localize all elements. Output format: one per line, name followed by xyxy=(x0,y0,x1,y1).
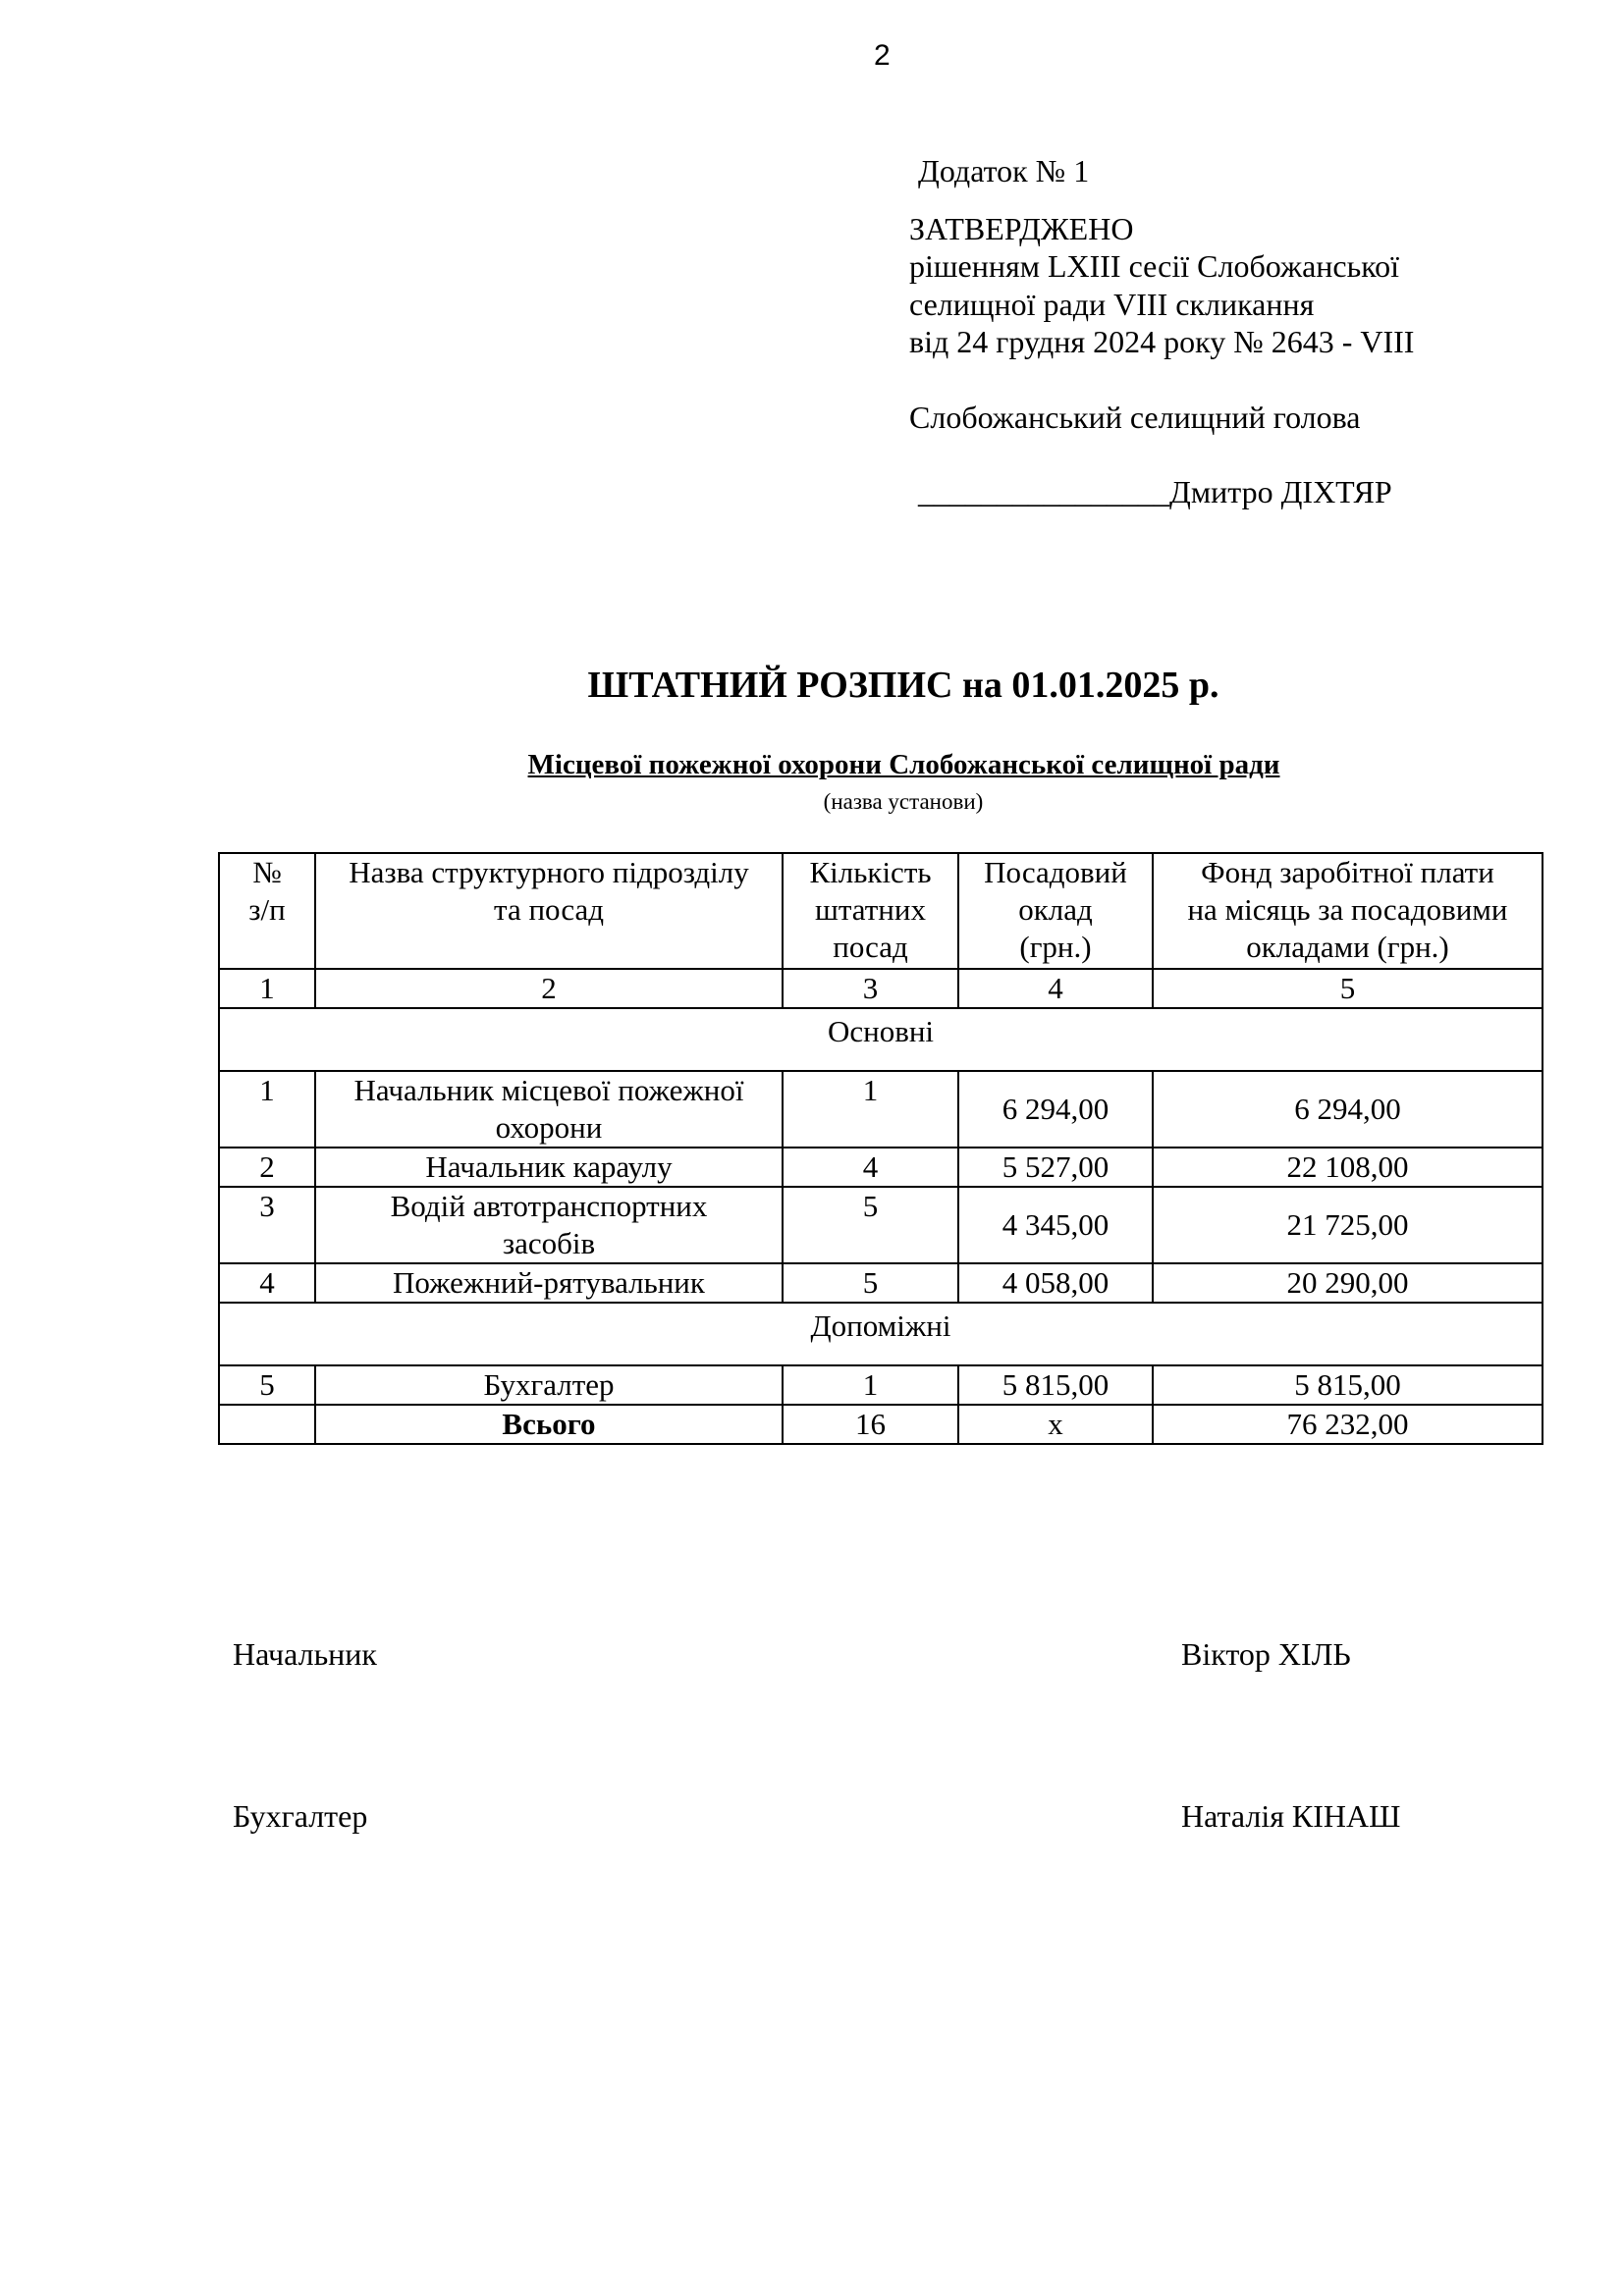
row-fund: 5 815,00 xyxy=(1153,1365,1543,1405)
accountant-title: Бухгалтер xyxy=(233,1798,368,1834)
decision-line-3: від 24 грудня 2024 року № 2643 - VIII xyxy=(909,324,1415,359)
chief-title: Начальник xyxy=(233,1636,377,1672)
row-salary: 5 815,00 xyxy=(958,1365,1153,1405)
row-count: 1 xyxy=(783,1365,958,1405)
column-number-row xyxy=(219,969,1543,1008)
staff-table xyxy=(218,852,1543,1445)
header-salary: Посадовий оклад (грн.) xyxy=(958,853,1153,969)
row-number: 3 xyxy=(219,1187,315,1263)
column-number: 1 xyxy=(219,969,315,1008)
row-position: Водій автотранспортних засобів xyxy=(315,1187,783,1263)
table-row xyxy=(219,1148,1543,1187)
row-count: 5 xyxy=(783,1187,958,1263)
head-title: Слобожанський селищний голова xyxy=(909,399,1361,435)
approved-stamp-text: ЗАТВЕРДЖЕНО xyxy=(909,210,1134,246)
decision-line-2: селищної ради VIII скликання xyxy=(909,286,1315,322)
chief-name: Віктор ХІЛЬ xyxy=(1181,1636,1351,1672)
column-number: 2 xyxy=(315,969,783,1008)
table-row xyxy=(219,1071,1543,1148)
row-number: 5 xyxy=(219,1365,315,1405)
row-position: Начальник караулу xyxy=(315,1148,783,1187)
row-salary: 4 345,00 xyxy=(958,1187,1153,1263)
row-fund: 21 725,00 xyxy=(1153,1187,1543,1263)
total-salary: х xyxy=(958,1405,1153,1444)
section-row-aux xyxy=(219,1303,1543,1365)
section-label-main: Основні xyxy=(219,1008,1543,1071)
decision-line-1: рішенням LXIII сесії Слобожанської xyxy=(909,248,1399,284)
table-header-row xyxy=(219,853,1543,969)
table-row xyxy=(219,1187,1543,1263)
total-label: Всього xyxy=(315,1405,783,1444)
addendum-label: Додаток № 1 xyxy=(918,153,1090,188)
header-number: № з/п xyxy=(219,853,315,969)
head-signature-line: ________________Дмитро ДІХТЯР xyxy=(918,474,1392,509)
column-number: 3 xyxy=(783,969,958,1008)
row-position: Бухгалтер xyxy=(315,1365,783,1405)
table-row xyxy=(219,1365,1543,1405)
document-title: ШТАТНИЙ РОЗПИС на 01.01.2025 р. xyxy=(587,665,1219,706)
total-row xyxy=(219,1405,1543,1444)
row-salary: 6 294,00 xyxy=(958,1071,1153,1148)
total-count: 16 xyxy=(783,1405,958,1444)
header-count: Кількість штатних посад xyxy=(783,853,958,969)
accountant-name: Наталія КІНАШ xyxy=(1181,1798,1401,1834)
row-number: 4 xyxy=(219,1263,315,1303)
row-number: 1 xyxy=(219,1071,315,1148)
row-count: 1 xyxy=(783,1071,958,1148)
page-number: 2 xyxy=(874,39,891,72)
row-fund: 20 290,00 xyxy=(1153,1263,1543,1303)
row-fund: 22 108,00 xyxy=(1153,1148,1543,1187)
total-empty-cell xyxy=(219,1405,315,1444)
total-fund: 76 232,00 xyxy=(1153,1405,1543,1444)
row-position: Начальник місцевої пожежної охорони xyxy=(315,1071,783,1148)
header-fund: Фонд заробітної плати на місяць за посадовими окладами (грн.) xyxy=(1153,853,1543,969)
table-row xyxy=(219,1263,1543,1303)
approval-block xyxy=(909,152,1414,511)
organization-name: Місцевої пожежної охорони Слобожанської селищної ради xyxy=(527,749,1280,780)
header-position: Назва структурного підрозділу та посад xyxy=(315,853,783,969)
row-salary: 5 527,00 xyxy=(958,1148,1153,1187)
organization-caption: (назва установи) xyxy=(823,789,984,814)
row-position: Пожежний-рятувальник xyxy=(315,1263,783,1303)
section-row-main xyxy=(219,1008,1543,1071)
section-label-aux: Допоміжні xyxy=(219,1303,1543,1365)
row-number: 2 xyxy=(219,1148,315,1187)
row-count: 4 xyxy=(783,1148,958,1187)
row-salary: 4 058,00 xyxy=(958,1263,1153,1303)
column-number: 5 xyxy=(1153,969,1543,1008)
row-count: 5 xyxy=(783,1263,958,1303)
column-number: 4 xyxy=(958,969,1153,1008)
row-fund: 6 294,00 xyxy=(1153,1071,1543,1148)
